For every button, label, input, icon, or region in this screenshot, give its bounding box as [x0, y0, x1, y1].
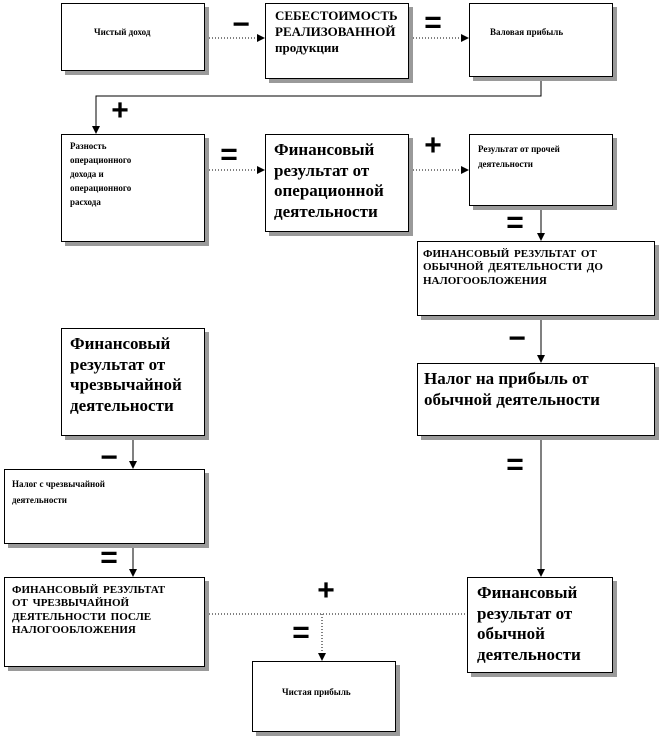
minus-operator: −: [232, 8, 250, 41]
equals-operator: =: [424, 6, 442, 39]
plus-operator: +: [111, 94, 129, 127]
gross-profit-label: Валовая прибыль: [490, 27, 564, 37]
op-result-label: Финансовый результат от операционной деятельности: [274, 140, 384, 222]
other-result-label: Результат от прочей деятельности: [478, 144, 560, 170]
op-diff-label: Разность операционного дохода и операционного расхода: [70, 141, 132, 207]
minus-operator: −: [508, 322, 526, 355]
ordinary-result-label: Финансовый результат от обычной деятельности: [477, 583, 581, 665]
arrow-gross-to-opdiff: [96, 78, 541, 133]
equals-operator: =: [292, 616, 310, 649]
net-income-label: Чистый доход: [94, 27, 151, 37]
extraordinary-result-label: Финансовый результат от чрезвычайной деятельности: [70, 334, 182, 416]
ordinary-pretax-label: ФИНАНСОВЫЙ РЕЗУЛЬТАТ ОТ ОБЫЧНОЙ ДЕЯТЕЛЬНОСТИ ДО НАЛОГООБЛОЖЕНИЯ: [423, 248, 603, 287]
plus-operator: +: [317, 574, 335, 607]
equals-operator: =: [220, 138, 238, 171]
gross-profit-box: [469, 3, 613, 77]
plus-operator: +: [424, 129, 442, 162]
extraordinary-after-tax-label: ФИНАНСОВЫЙ РЕЗУЛЬТАТ ОТ ЧРЕЗВЫЧАЙНОЙ ДЕЯТЕЛЬНОСТИ ПОСЛЕ НАЛОГООБЛОЖЕНИЯ: [12, 584, 166, 637]
ordinary-tax-label: Налог на прибыль от обычной деятельности: [424, 369, 600, 409]
net-profit-label: Чистая прибыль: [282, 687, 351, 697]
equals-operator: =: [100, 541, 118, 574]
equals-operator: =: [506, 206, 524, 239]
minus-operator: −: [100, 441, 118, 474]
equals-operator: =: [506, 448, 524, 481]
extraordinary-tax-label: Налог с чрезвычайной деятельности: [12, 479, 105, 506]
cost-of-sales-label: СЕБЕСТОИМОСТЬ РЕАЛИЗОВАННОЙ продукции: [275, 8, 398, 55]
